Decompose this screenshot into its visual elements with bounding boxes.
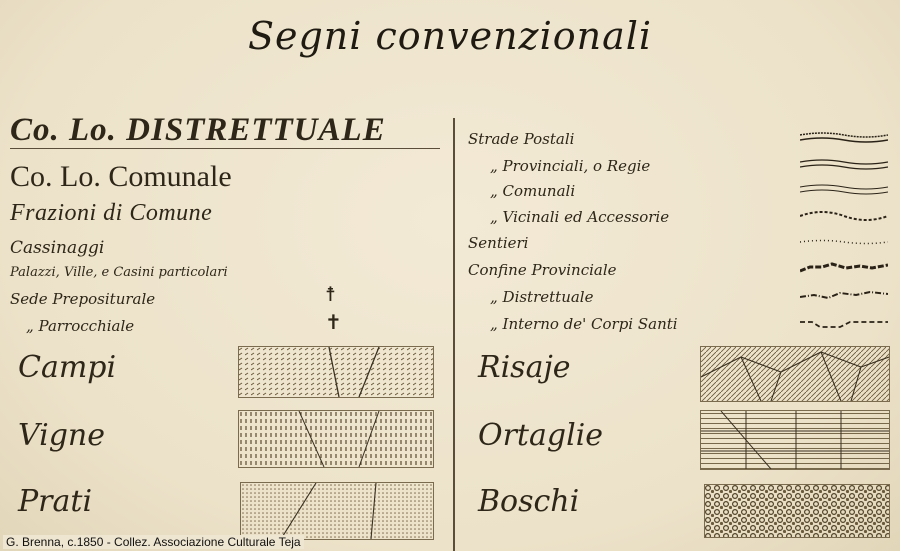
label-ortaglie: Ortaglie — [478, 418, 604, 453]
confine-provinciale-line — [800, 261, 888, 275]
legend-title: Segni convenzionali — [247, 14, 653, 58]
label-capoluogo-comunale: Co. Lo. Comunale — [10, 160, 232, 193]
label-palazzi: Palazzi, Ville, e Casini particolari — [10, 265, 228, 280]
strade-provinciali-line — [800, 157, 888, 171]
label-strade-postali: Strade Postali — [468, 130, 575, 148]
ortaglie-pattern — [700, 410, 890, 470]
label-cassinaggi: Cassinaggi — [10, 238, 105, 258]
campi-pattern — [238, 346, 434, 398]
label-parrocchiale: „ Parrocchiale — [26, 317, 135, 335]
confine-distrettuale-line — [800, 288, 888, 302]
label-capoluogo-distrettuale: Co. Lo. DISTRETTUALE — [10, 112, 386, 148]
cross-icon: ✝ — [325, 310, 342, 334]
strade-vicinali-line — [800, 208, 888, 222]
corpi-santi-line — [800, 315, 888, 329]
strade-comunali-line — [800, 182, 888, 196]
rule-under-distrettuale — [10, 148, 440, 149]
label-prati: Prati — [18, 484, 93, 519]
vigne-pattern — [238, 410, 434, 468]
sentieri-line — [800, 234, 888, 248]
strade-postali-line — [800, 130, 888, 144]
risaje-pattern — [700, 346, 890, 402]
label-vigne: Vigne — [18, 418, 106, 453]
label-risaje: Risaje — [478, 350, 571, 385]
label-campi: Campi — [18, 350, 117, 385]
double-cross-icon: ☨ — [325, 282, 336, 306]
boschi-pattern — [704, 484, 890, 538]
label-confine-distrettuale: „ Distrettuale — [490, 288, 594, 306]
label-comunali: „ Comunali — [490, 182, 576, 200]
label-confine-provinciale: Confine Provinciale — [468, 261, 617, 279]
label-boschi: Boschi — [478, 484, 580, 519]
label-sentieri: Sentieri — [468, 234, 529, 252]
label-vicinali: „ Vicinali ed Accessorie — [490, 208, 670, 226]
prati-pattern — [240, 482, 434, 540]
image-credit: G. Brenna, c.1850 - Collez. Associazione Culturale Teja — [3, 535, 304, 549]
label-corpi-santi: „ Interno de' Corpi Santi — [490, 315, 678, 333]
label-frazioni: Frazioni di Comune — [10, 200, 213, 226]
label-sede-prepositurale: Sede Prepositurale — [10, 290, 156, 308]
label-provinciali: „ Provinciali, o Regie — [490, 157, 651, 175]
column-divider — [453, 118, 455, 551]
